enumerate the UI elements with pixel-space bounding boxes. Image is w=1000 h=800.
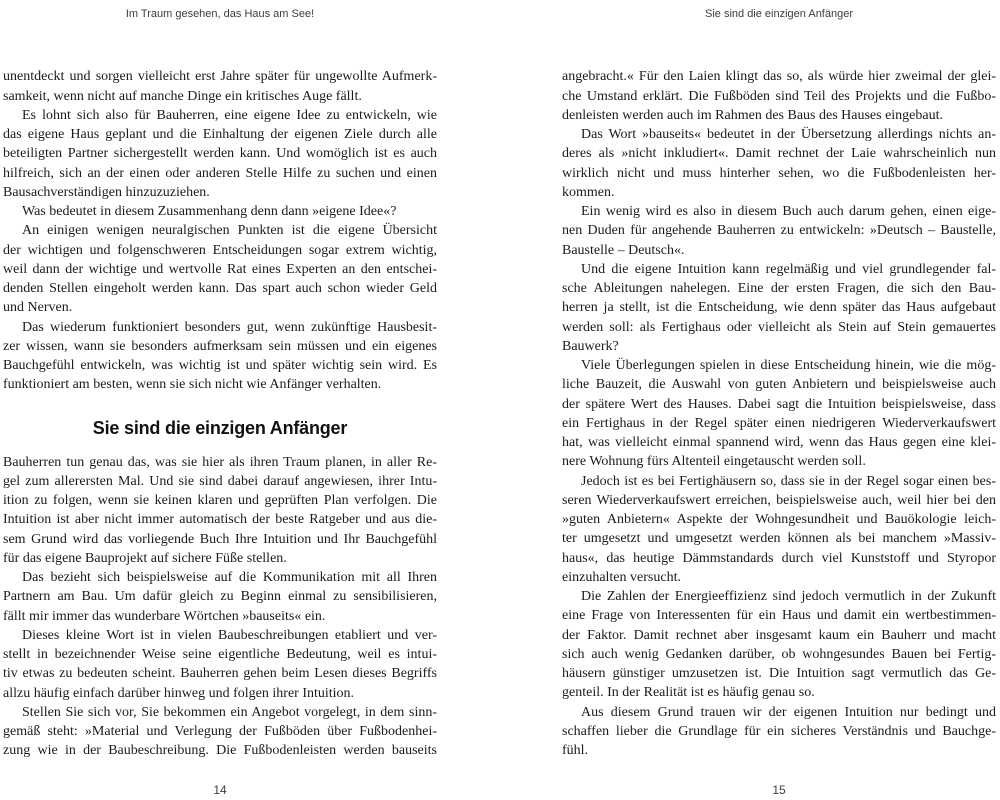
text-line: »guten Anbietern« Aspekte der Wohngesundheit und Bauökologie leich- [562,512,996,528]
text-line: haus«, das heutige Dämmstandards durch viel Kunststoff und Styropor [562,550,996,566]
text-line: Aus diesem Grund trauen wir der eigenen Intuition nur bedingt und [581,704,996,720]
text-line: ter umgesetzt und umgesetzt werden können als bei manchem »Massiv- [562,531,996,547]
text-line: Jedoch ist es bei Fertighäusern so, dass sie in der Regel sogar einen bes- [581,473,996,489]
text-line: beteiligten Partner sichergestellt werden kann. Und womöglich ist es auch [3,146,437,162]
text-line: Bauherren tun genau das, was sie hier als ihren Traum planen, in aller Re- [3,454,437,470]
text-line: ition zu folgen, wenn sie keinen klaren und geprüften Plan verfolgen. Die [3,493,437,508]
body-text-before-heading [3,67,437,394]
text-line: Bauwerk? [562,338,619,354]
text-line: schaffen lieber die Grundlage für ein sicheres Verständnis und Bauchge- [562,723,996,739]
text-line: gemäß steht: »Material und Verlegung der Fußböden über Fußbodenhei- [3,724,437,739]
text-line: An einigen wenigen neuralgischen Punkten ist die eigene Übersicht [22,223,437,239]
text-line: Die Zahlen der Energieeffizienz sind jedoch vermutlich in der Zukunft [581,589,996,605]
paragraph [3,202,437,221]
text-line: tiv etwas zu bedeuten scheint. Bauherren gehen beim Lesen dieses Begriffs [3,666,437,682]
text-line: kommen. [562,184,615,200]
text-line: che Umstand erklärt. Die Fußböden sind Teil des Projekts und die Fußbo- [562,88,996,104]
text-line: das eigene Haus geplant und die Einhaltung der eigenen Ziele durch alle [3,127,437,143]
text-line: samkeit, wenn nicht auf manche Dinge ein kritisches Auge fällt. [3,88,362,104]
text-line: Intuition ist aber nicht immer automatisch der beste Ratgeber und aus die- [3,512,437,528]
section-heading: Sie sind die einzigen Anfänger [92,418,348,438]
text-line: nere Wohnung fürs Altenteil eingetauscht werden soll. [562,454,866,470]
paragraph [562,202,996,260]
text-line: Ein wenig wird es also in diesem Buch auch darum gehen, einen eige- [581,204,996,220]
text-line: der Faktor. Damit rechnet aber insgesamt kaum ein Bauherr und macht [562,627,996,643]
body-text-after-heading [3,453,437,761]
running-head: Im Traum gesehen, das Haus am See! [125,8,315,20]
text-line: Bauchgefühl entwickeln, was wichtig ist und später wichtig sein wird. Es [3,358,437,374]
text-line: werden soll: als Fertighaus oder vielleicht als Stein auf Stein gemauertes [562,319,996,335]
paragraph [3,106,437,202]
paragraph [562,703,996,761]
text-line: einzuhalten versucht. [562,569,681,585]
text-line: Dieses kleine Wort ist in vielen Baubeschreibungen etabliert und ver- [22,627,437,643]
text-line: Viele Überlegungen spielen in diese Entscheidung hinein, wie die mög- [581,358,996,374]
left-page [3,0,437,800]
text-line: sich auch wenig Gedanken darüber, ob wohngesundes Bauen bei Fertig- [562,646,996,662]
text-line: fällt mir immer das wunderbare Wörtchen »bauseits« ein. [3,608,326,624]
text-line: Das wiederum funktioniert besonders gut, wenn zukünftige Hausbesit- [22,319,437,335]
paragraph [562,472,996,588]
body-text [562,67,996,760]
text-line: deres als »nicht inkludiert«. Damit rechnet der Laie wahrscheinlich nun [562,146,996,162]
paragraph [3,67,437,106]
text-line: Und die eigene Intuition kann regelmäßig und viel grundlegender fal- [581,261,996,277]
paragraph [3,568,437,626]
text-line: seren Wiederverkaufswert erreichen, beispielsweise auch, weil hier bei den [562,492,996,508]
page-number: 15 [772,783,786,797]
text-line: zer wissen, wann sie besonders aufmerksam sein müssen und ein eigenes [3,338,437,354]
text-line: der spätere Wert des Hauses. Dabei sagt die Intuition beispielsweise, dass [562,396,996,412]
text-line: und Nerven. [3,300,73,316]
text-line: Partnern am Bau. Um dafür gleich zu Beginn einmal zu sensibilisieren, [3,589,437,605]
text-line: hilfreich, sich an der einen oder anderen Stelle Hilfe zu suchen und einen [3,165,437,181]
paragraph [562,125,996,202]
paragraph [3,221,437,317]
text-line: fühl. [562,743,589,759]
text-line: gel zum allerersten Mal. Und sie sind dabei darauf angewiesen, ihrer Intu- [3,473,437,489]
text-line: denden Stellen eingeholt werden kann. Das spart auch schon wieder Geld [3,281,437,297]
text-line: funktioniert am besten, wenn sie sich nicht wie Anfänger verhalten. [3,377,382,393]
text-line: Es lohnt sich also für Bauherren, eine eigene Idee zu entwickeln, wie [22,107,437,123]
text-line: stellt in bezeichnender Weise seine eigentliche Bedeutung, weil es intui- [3,647,437,662]
text-line: Bausachverständigen hinzuzuziehen. [3,184,210,200]
text-line: Das Wort »bauseits« bedeutet in der Übersetzung allerdings nichts an- [581,127,996,143]
text-line: wirklich nicht und muss hinterher sehen, wo die Fußbodenleisten her- [562,165,996,181]
text-line: Was bedeutet in diesem Zusammenhang denn dann »eigene Idee«? [22,204,397,220]
page-number: 14 [213,783,227,797]
text-line: sem Grund wird das vorliegende Buch Ihre Intuition und Ihr Bauchgefühl [3,531,437,547]
text-line: eine Frage von Interessenten für ein Haus und damit ein wertbestimmen- [562,608,996,624]
paragraph [3,703,437,761]
text-line: herren ja stellt, ist die Entscheidung, wie denn später das Haus aufgebaut [562,300,996,316]
text-line: der wichtigen und folgenschweren Entscheidungen sogar extrem wichtig, [3,242,437,258]
paragraph [562,67,996,125]
text-line: Baustelle – Deutsch«. [562,242,685,258]
text-line: genteil. In der Realität ist es häufig genau so. [562,685,815,701]
text-line: hat, was vielleicht einmal spannend wird, wenn das Haus gegen eine klei- [562,435,996,451]
paragraph [3,318,437,395]
text-line: für das eigene Bauprojekt auf sichere Füße stellen. [3,550,287,566]
text-line: denleisten werden auch im Rahmen des Baus des Hauses eingebaut. [562,107,944,123]
running-head: Sie sind die einzigen Anfänger [705,8,853,20]
paragraph [3,453,437,569]
text-line: unentdeckt und sorgen vielleicht erst Jahre später für ungewollte Aufmerk- [3,69,437,85]
paragraph [3,626,437,703]
paragraph [562,587,996,703]
text-line: allzu häufig einfach darüber hinweg und folgen ihrer Intuition. [3,685,355,701]
text-line: liche Bauzeit, die Auswahl von guten Anbietern und beispielsweise auch [562,377,996,393]
paragraph [562,260,996,356]
right-page [562,0,996,800]
text-line: angebracht.« Für den Laien klingt das so, als würde hier zweimal der glei- [562,69,996,85]
text-line: weil dann der wichtige und wertvolle Rat eines Experten an den entschei- [3,261,437,277]
text-line: zung wie in der Baubeschreibung. Die Fußbodenleisten werden bauseits [3,743,437,759]
text-line: Das bezieht sich beispielsweise auf die Kommunikation mit all Ihren [22,570,437,585]
text-line: nen Duden für angehende Bauherren zu entwickeln: »Deutsch – Baustelle, [562,223,996,239]
text-line: sche Ableitungen nahelegen. Eine der ersten Fragen, die sich den Bau- [562,281,996,297]
text-line: Stellen Sie sich vor, Sie bekommen ein Angebot vorgelegt, in dem sinn- [22,704,437,720]
paragraph [562,356,996,472]
text-line: häusern günstiger umzusetzen ist. Die Intuition sagt vermutlich das Ge- [562,666,996,682]
text-line: ein Fertighaus in der Regel später einen niedrigeren Wiederverkaufswert [562,415,996,431]
